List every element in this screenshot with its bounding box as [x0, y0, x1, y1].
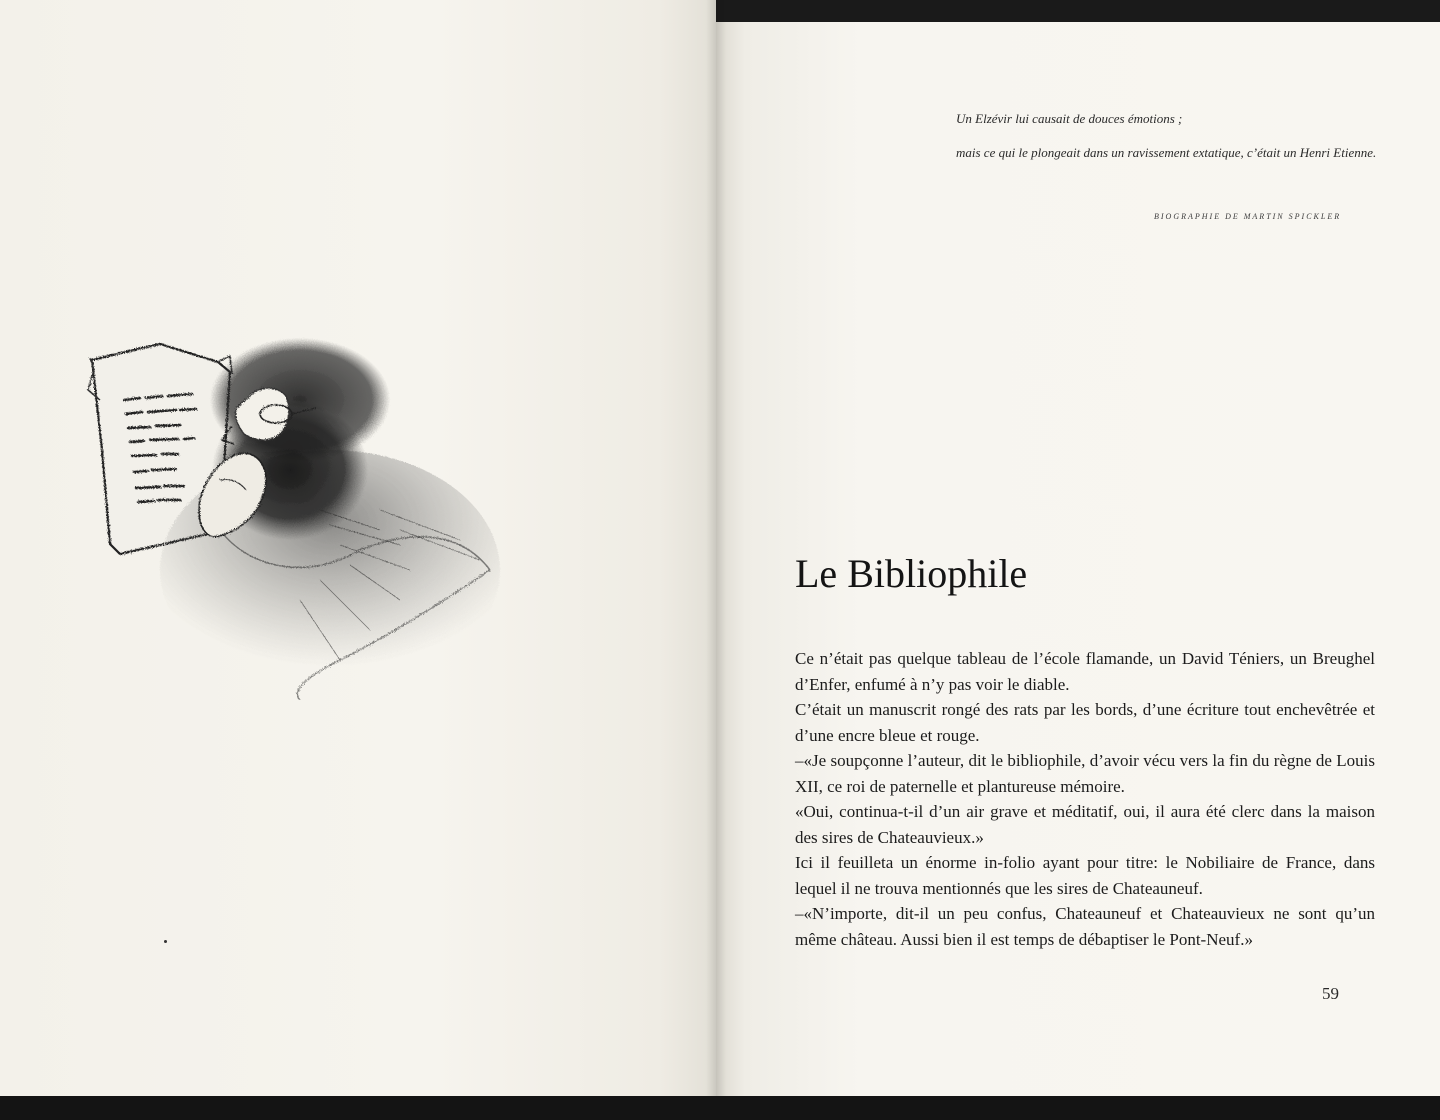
paragraph: –«N’importe, dit-il un peu confus, Chateauneuf et Chateauvieux ne sont qu’un même château. Aussi bien il est temps de débaptiser le Pont-Neuf.» [795, 904, 1375, 949]
paragraph: Ce n’était pas quelque tableau de l’école flamande, un David Téniers, un Breughel d’Enfer, enfumé à n’y pas voir le diable. [795, 649, 1375, 694]
book-gutter [706, 0, 726, 1120]
epigraph-line-1: Un Elzévir lui causait de douces émotions ; [956, 111, 1183, 126]
table-surface [0, 1096, 1440, 1120]
chapter-title: Le Bibliophile [795, 551, 1028, 596]
paragraph: C’était un manuscrit rongé des rats par les bords, d’une écriture tout enchevêtrée et d’une encre bleue et rouge. [795, 700, 1375, 745]
paragraph: Ici il feuilleta un énorme in-folio ayant pour titre: le Nobiliaire de France, dans lequel il ne trouva mentionnés que les sires de Chateauneuf. [795, 853, 1375, 898]
paragraph: «Oui, continua-t-il d’un air grave et méditatif, oui, il aura été clerc dans la maison des sires de Chateauvieux.» [795, 802, 1375, 847]
page-number: 59 [1322, 984, 1339, 1003]
lithograph-man-reading-manuscript-icon [80, 330, 520, 700]
epigraph-line-2: mais ce qui le plongeait dans un ravissement extatique, c’était un Henri Etienne. [956, 145, 1377, 160]
paragraph: –«Je soupçonne l’auteur, dit le bibliophile, d’avoir vécu vers la fin du règne de Louis XII, ce roi de paternelle et plantureuse mémoire. [795, 751, 1375, 796]
epigraph [956, 102, 1396, 170]
paper-speck [164, 940, 167, 943]
right-page [716, 22, 1440, 1102]
epigraph-attribution: BIOGRAPHIE DE MARTIN SPICKLER [1154, 212, 1342, 221]
left-page [0, 0, 716, 1120]
chapter-body [795, 646, 1375, 952]
